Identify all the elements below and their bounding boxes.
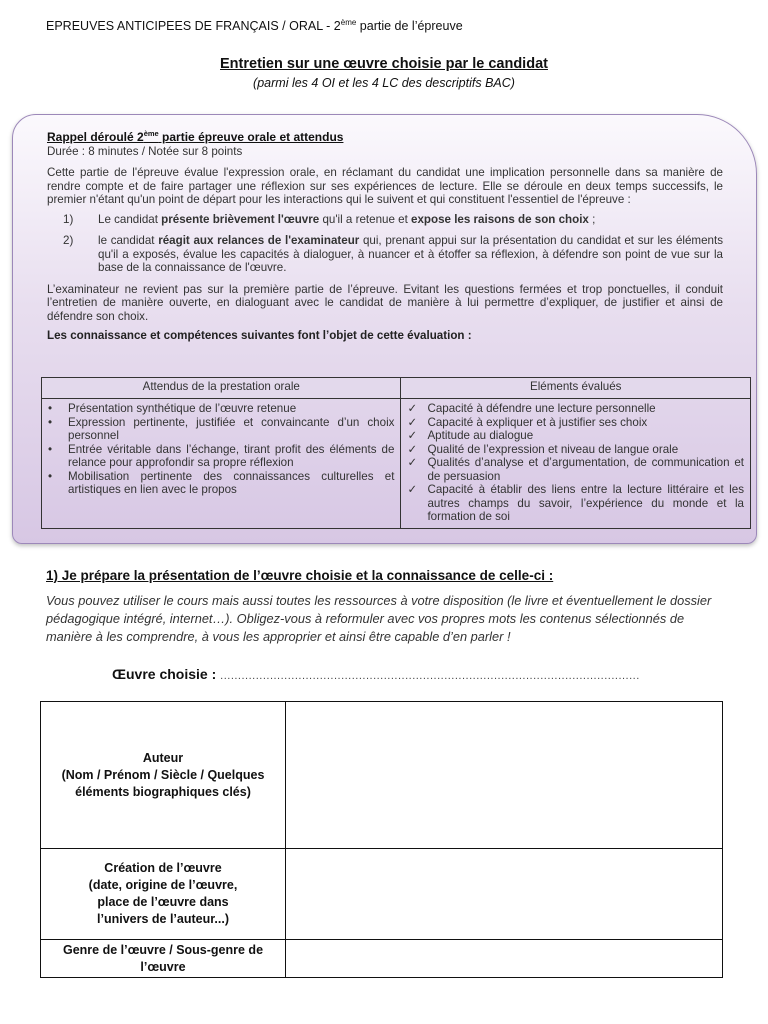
- attendus-list: [48, 402, 394, 497]
- fiche-label-line: Auteur: [142, 750, 184, 765]
- step-2: 2) le candidat réagit aux relances de l'examinateur qui, prenant appui sur la présentation du candidat et sur les éléments qu'il a exposés, évalue les capacités à dialoguer, à nuancer et à étoffer sa réflexion, à défendre son point de vue sur la base de la connaissance de l'œuvre.: [63, 234, 723, 274]
- element-item: [407, 443, 744, 457]
- bullet-icon: •: [48, 415, 53, 429]
- intro-paragraph: Cette partie de l'épreuve évalue l'expression orale, en réclamant du candidat une implication personnelle dans sa manière de rendre compte et de faire partager une réflexion sur ses expériences de lecture. Elle se déroule en deux temps successifs, le premier n'étant qu'un point de départ pour les interactions qui le suivent et qui constituent l'essentiel de l'épreuve :: [47, 166, 723, 206]
- attendus-cell: [42, 399, 401, 529]
- attendus-item-text: Mobilisation pertinente des connaissances culturelles et artistiques en lien avec le propos: [68, 469, 395, 496]
- attendus-item-text: Présentation synthétique de l’œuvre retenue: [68, 402, 297, 415]
- check-icon: ✓: [407, 429, 418, 442]
- bullet-icon: •: [48, 469, 53, 483]
- element-item-text: Capacité à expliquer et à justifier ses choix: [427, 415, 648, 429]
- attendus-item: [48, 470, 394, 497]
- attendus-table: [41, 377, 751, 529]
- step-1: 1) Le candidat présente brièvement l'œuvre qu'il a retenue et expose les raisons de son choix ;: [63, 212, 596, 226]
- check-icon: ✓: [407, 456, 418, 469]
- element-item-text: Aptitude au dialogue: [427, 429, 534, 442]
- element-item: [407, 402, 744, 416]
- duree-text: Durée : 8 minutes / Notée sur 8 points: [47, 144, 243, 158]
- element-item-text: Capacité à défendre une lecture personnelle: [427, 402, 656, 415]
- fiche-label-line: l’œuvre: [140, 959, 186, 974]
- fiche-label-auteur: [41, 702, 286, 849]
- oeuvre-fill-line[interactable]: ......................................................................................................................: [220, 670, 640, 682]
- attendus-item: [48, 402, 394, 416]
- check-icon: ✓: [407, 442, 418, 456]
- section-1-heading: 1) Je prépare la présentation de l’œuvre choisie et la connaissance de celle-ci :: [46, 568, 554, 583]
- fiche-label-line: (Nom / Prénom / Siècle / Quelques: [61, 767, 265, 782]
- fiche-cell-genre[interactable]: [286, 940, 723, 978]
- document-subtitle: (parmi les 4 OI et les 4 LC des descriptifs BAC): [253, 76, 515, 90]
- element-item: [407, 416, 744, 430]
- fiche-label-line: éléments biographiques clés): [75, 784, 251, 799]
- bullet-icon: •: [48, 442, 53, 456]
- element-item: [407, 456, 744, 483]
- document-title: Entretien sur une œuvre choisie par le candidat: [220, 56, 548, 72]
- oeuvre-label: Œuvre choisie :: [112, 666, 217, 682]
- rappel-content: [47, 127, 723, 347]
- fiche-label-line: (date, origine de l’œuvre,: [88, 878, 238, 892]
- elements-cell: [401, 399, 751, 529]
- attendus-header: Attendus de la prestation orale: [42, 378, 401, 399]
- rappel-heading: Rappel déroulé 2ème partie épreuve orale et attendus: [47, 129, 344, 144]
- page-header: EPREUVES ANTICIPEES DE FRANÇAIS / ORAL - 2ème partie de l’épreuve: [46, 18, 463, 34]
- element-item-text: Capacité à établir des liens entre la lecture littéraire et les autres champs du savoir, l’expérience du monde et la formation de soi: [427, 483, 744, 523]
- attendus-item-text: Expression pertinente, justifiée et convaincante d’un choix personnel: [68, 415, 395, 442]
- fiche-label-genre: [41, 940, 286, 978]
- check-icon: ✓: [407, 483, 418, 496]
- fiche-label-line: Création de l’œuvre: [104, 861, 222, 875]
- element-item: [407, 483, 744, 524]
- fiche-label-line: l’univers de l’auteur...): [97, 912, 229, 926]
- fiche-cell-auteur[interactable]: [286, 702, 723, 849]
- element-item-text: Qualités d’analyse et d’argumentation, de communication et de persuasion: [427, 456, 744, 483]
- examinateur-paragraph: L’examinateur ne revient pas sur la première partie de l’épreuve. Evitant les questions fermées et trop ponctuelles, il conduit l’entretien de manière ouverte, en dialoguant avec le candidat de manière à lui permettre d’expliquer, de justifier et ainsi de défendre son choix.: [47, 282, 723, 323]
- fiche-cell-creation[interactable]: [286, 849, 723, 940]
- section-1-paragraph: Vous pouvez utiliser le cours mais aussi toutes les ressources à votre disposition (le livre et éventuellement le dossier pédagogique intégré, internet…). Obligez-vous à reformuler avec vos propres mots les contenus sélectionnés de manière à les comprendre, à vous les approprier et ainsi être capable d’en parler !: [46, 593, 712, 644]
- check-icon: ✓: [407, 415, 418, 429]
- attendus-item-text: Entrée véritable dans l’échange, tirant profit des éléments de relance pour approfondir sa propre réflexion: [68, 442, 395, 469]
- attendus-item: [48, 416, 394, 443]
- header-superscript: ème: [340, 18, 357, 27]
- check-icon: ✓: [407, 402, 418, 415]
- evaluation-lead: Les connaissance et compétences suivantes font l’objet de cette évaluation :: [47, 329, 472, 342]
- fiche-label-line: place de l’œuvre dans: [97, 895, 229, 909]
- fiche-table: [40, 701, 723, 978]
- bullet-icon: •: [48, 402, 53, 415]
- elements-header: Eléments évalués: [401, 378, 751, 399]
- elements-list: [407, 402, 744, 524]
- fiche-label-line: Genre de l’œuvre / Sous-genre de: [62, 942, 264, 957]
- fiche-label-creation: [41, 849, 286, 940]
- rappel-box: [12, 114, 757, 544]
- attendus-item: [48, 443, 394, 470]
- element-item: [407, 429, 744, 443]
- oeuvre-choisie-line: [112, 666, 640, 682]
- element-item-text: Qualité de l’expression et niveau de langue orale: [427, 442, 679, 456]
